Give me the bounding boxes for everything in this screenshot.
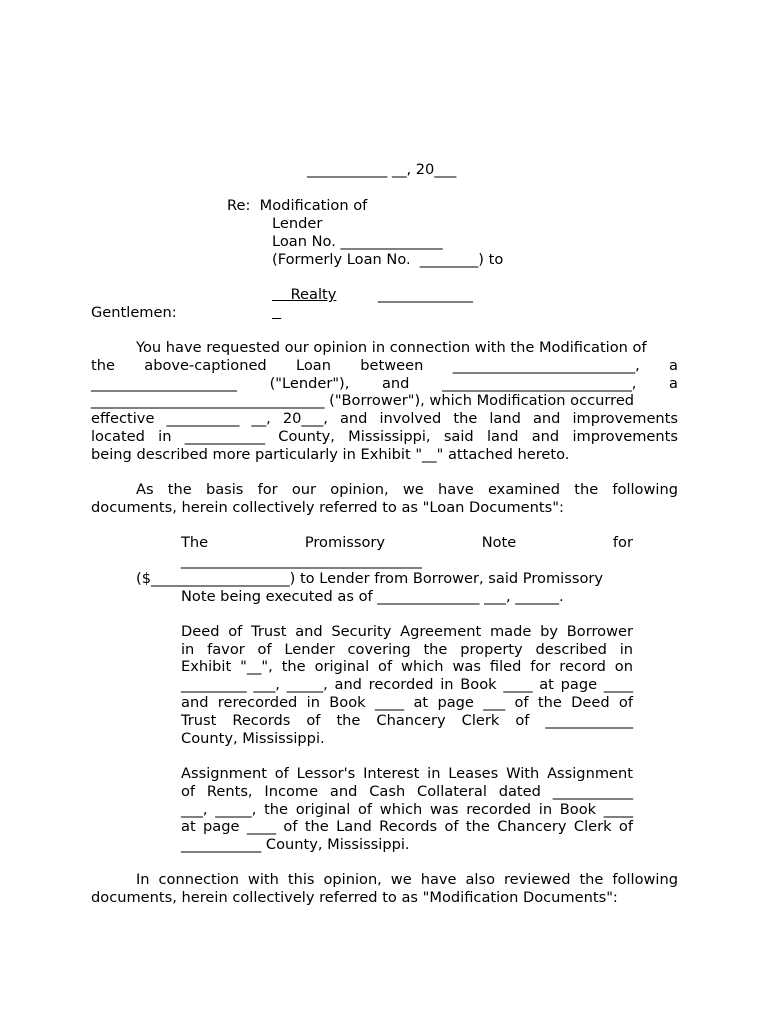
para1-line: ____________________ ("Lender"), and __________________________, a: [91, 375, 678, 392]
item3-line: of Rents, Income and Cash Collateral dated ___________: [181, 783, 633, 800]
salutation: Gentlemen:: [91, 304, 177, 321]
item1-line: _________________________________: [181, 552, 422, 569]
para1-line: the above-captioned Loan between _________________________, a: [91, 357, 678, 374]
re-formerly: (Formerly Loan No. ________) to: [272, 251, 504, 268]
re-realty-blank: _____________: [378, 286, 473, 303]
re-label: Re: Modification of: [227, 197, 368, 214]
item2-line: _________ ___, _____, and recorded in Book ____ at page ____: [181, 676, 633, 693]
item3-line: Assignment of Lessor's Interest in Leases With Assignment: [181, 765, 633, 782]
date-line: ___________ __, 20___: [307, 161, 457, 178]
para3-line: documents, herein collectively referred to as "Modification Documents":: [91, 889, 618, 906]
item3-line: ___, _____, the original of which was recorded in Book ____: [181, 801, 633, 818]
item2-line: County, Mississippi.: [181, 730, 325, 747]
para1-line: You have requested our opinion in connection with the Modification of: [136, 339, 647, 356]
para2-line: As the basis for our opinion, we have examined the following: [136, 481, 678, 498]
re-loan-no: Loan No. ______________: [272, 233, 443, 250]
item2-line: in favor of Lender covering the property described in: [181, 641, 633, 658]
item2-line: and rerecorded in Book ____ at page ___ of the Deed of: [181, 694, 633, 711]
item1-line: ($___________________) to Lender from Borrower, said Promissory: [136, 570, 604, 587]
item3-line: ___________ County, Mississippi.: [181, 836, 410, 853]
item1-line: The Promissory Note for: [181, 534, 633, 551]
para1-line: effective __________ __, 20___, and involved the land and improvements: [91, 410, 678, 427]
re-realty-label: Realty: [290, 286, 337, 303]
re-realty: [272, 268, 489, 303]
re-lender: Lender: [272, 215, 323, 232]
para2-line: documents, herein collectively referred to as "Loan Documents":: [91, 499, 564, 516]
para1-line: being described more particularly in Exhibit "__" attached hereto.: [91, 446, 570, 463]
item2-line: Exhibit "__", the original of which was filed for record on: [181, 658, 633, 675]
item2-line: Deed of Trust and Security Agreement made by Borrower: [181, 623, 633, 640]
item1-line: Note being executed as of ______________ ___, ______.: [181, 588, 564, 605]
para1-line: ________________________________ ("Borrower"), which Modification occurred: [91, 392, 635, 409]
para3-line: In connection with this opinion, we have also reviewed the following: [136, 871, 678, 888]
para1-line: located in ___________ County, Mississippi, said land and improvements: [91, 428, 678, 445]
item3-line: at page ____ of the Land Records of the Chancery Clerk of: [181, 818, 633, 835]
item2-line: Trust Records of the Chancery Clerk of ____________: [181, 712, 633, 729]
